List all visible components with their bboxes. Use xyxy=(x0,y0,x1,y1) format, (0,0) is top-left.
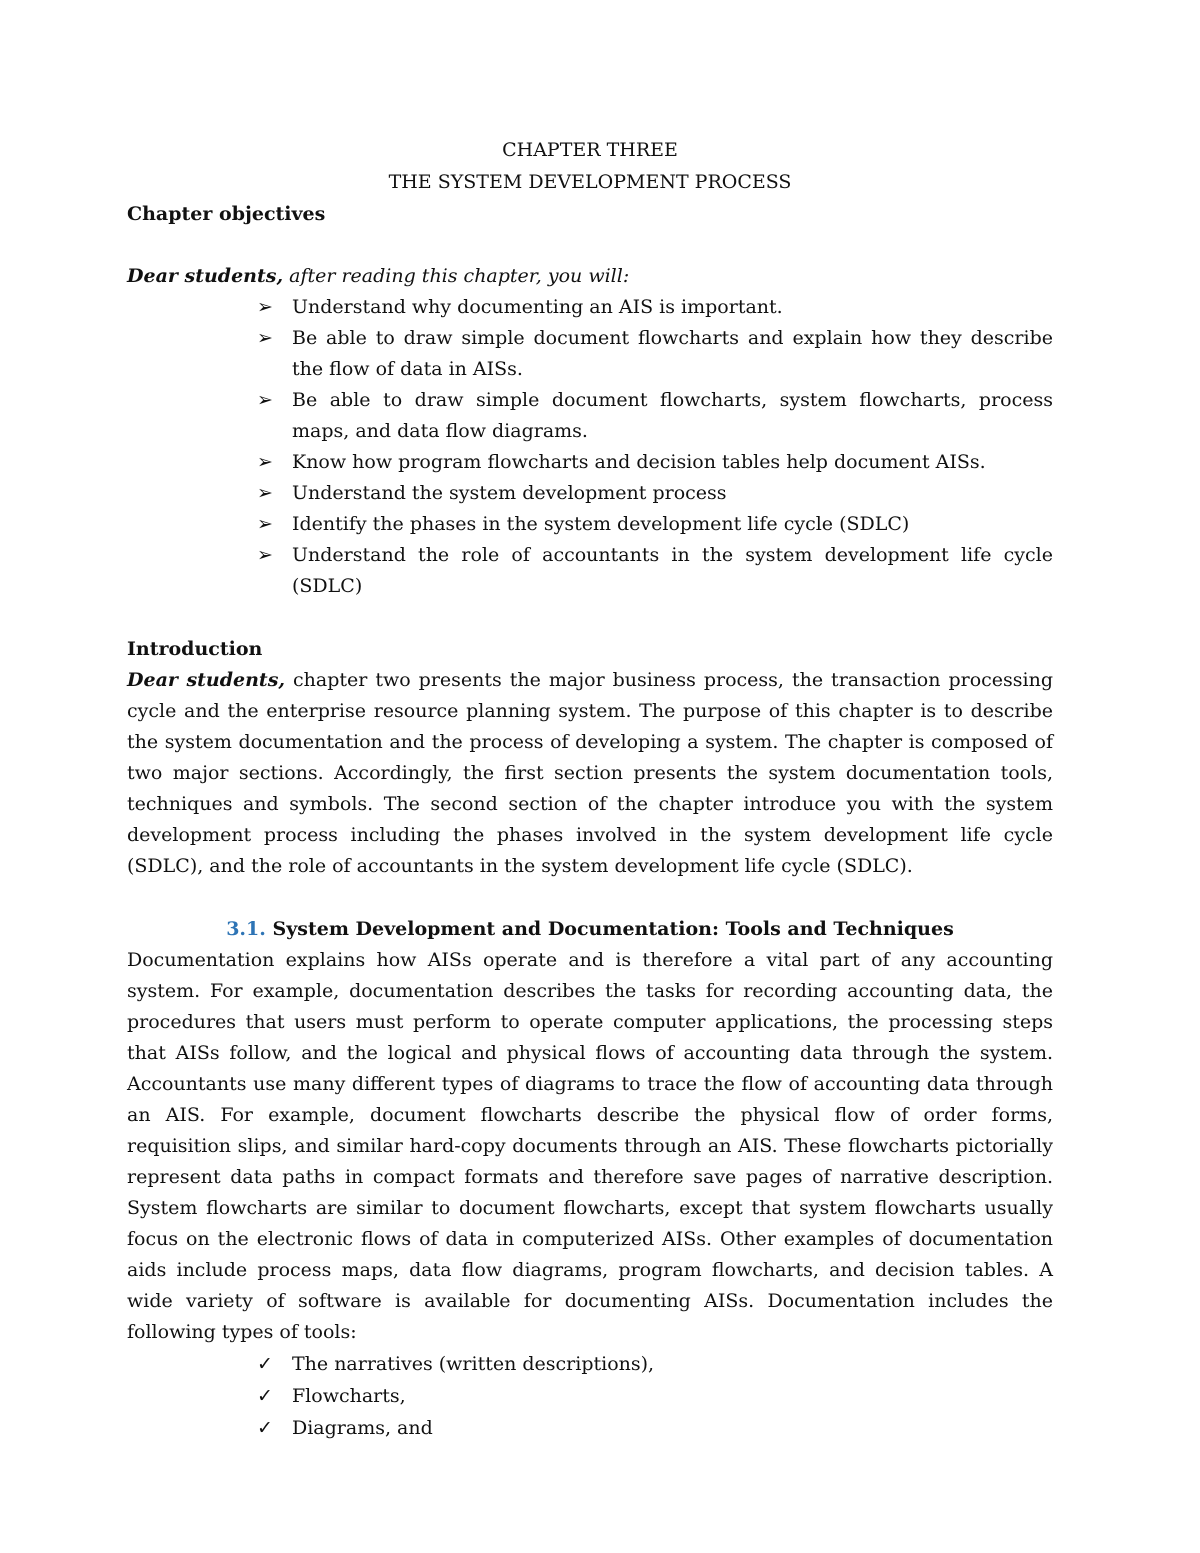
arrowhead-bullet-icon: ➢ xyxy=(257,451,273,473)
checkmark-bullet-icon: ✓ xyxy=(257,1385,273,1407)
tool-item xyxy=(257,1348,1053,1380)
spacer xyxy=(127,602,1053,633)
tool-item xyxy=(257,1412,1053,1444)
arrowhead-bullet-icon: ➢ xyxy=(257,327,273,349)
objective-item xyxy=(257,292,1053,323)
objective-text: Understand why documenting an AIS is important. xyxy=(292,296,783,318)
objective-item xyxy=(257,509,1053,540)
objective-text: Identify the phases in the system development life cycle (SDLC) xyxy=(292,513,910,535)
section-paragraph: Documentation explains how AISs operate and is therefore a vital part of any accounting system. For example, documentation describes the tasks for recording accounting data, the procedures that users must perform to operate computer applications, the processing steps that AISs follow, and the logical and physical flows of accounting data through the system. Accountants use many different types of diagrams to trace the flow of accounting data through an AIS. For example, document flowcharts describe the physical flow of order forms, requisition slips, and similar hard-copy documents through an AIS. These flowcharts pictorially represent data paths in compact formats and therefore save pages of narrative description. System flowcharts are similar to document flowcharts, except that system flowcharts usually focus on the electronic flows of data in computerized AISs. Other examples of documentation aids include process maps, data flow diagrams, program flowcharts, and decision tables. A wide variety of software is available for documenting AISs. Documentation includes the following types of tools: xyxy=(127,949,1053,1343)
introduction-body: chapter two presents the major business process, the transaction processing cycle and the enterprise resource planning system. The purpose of this chapter is to describe the system documentation and the process of developing a system. The chapter is composed of two major sections. Accordingly, the first section presents the system documentation tools, techniques and symbols. The second section of the chapter introduce you with the system development process including the phases involved in the system development life cycle (SDLC), and the role of accountants in the system development life cycle (SDLC). xyxy=(127,669,1053,877)
section-number: 3.1. xyxy=(226,918,266,940)
objective-text: Be able to draw simple document flowcharts, system flowcharts, process maps, and data flow diagrams. xyxy=(292,389,1053,442)
objective-text: Understand the role of accountants in the system development life cycle (SDLC) xyxy=(292,544,1053,597)
chapter-number: CHAPTER THREE xyxy=(502,139,678,161)
introduction-lead-bold: Dear students, xyxy=(127,669,286,691)
section-title: System Development and Documentation: Tools and Techniques xyxy=(272,918,954,940)
page-content xyxy=(127,134,1053,1444)
objective-text: Know how program flowcharts and decision tables help document AISs. xyxy=(292,451,986,473)
checkmark-bullet-icon: ✓ xyxy=(257,1417,273,1439)
arrowhead-bullet-icon: ➢ xyxy=(257,513,273,535)
objective-item xyxy=(257,323,1053,385)
tool-item xyxy=(257,1380,1053,1412)
arrowhead-bullet-icon: ➢ xyxy=(257,544,273,566)
objective-item xyxy=(257,478,1053,509)
objective-text: Understand the system development process xyxy=(292,482,727,504)
objectives-heading: Chapter objectives xyxy=(127,203,326,225)
objectives-lead-bold: Dear students, xyxy=(127,265,284,287)
objectives-list xyxy=(127,292,1053,602)
introduction-paragraph xyxy=(127,665,1053,882)
objectives-lead xyxy=(127,261,1053,292)
objective-text: Be able to draw simple document flowcharts and explain how they describe the flow of data in AISs. xyxy=(292,327,1053,380)
tools-list xyxy=(127,1348,1053,1444)
spacer xyxy=(127,230,1053,261)
chapter-title: THE SYSTEM DEVELOPMENT PROCESS xyxy=(388,171,792,193)
spacer xyxy=(127,882,1053,913)
arrowhead-bullet-icon: ➢ xyxy=(257,389,273,411)
objective-item xyxy=(257,447,1053,478)
tool-text: Flowcharts, xyxy=(292,1385,406,1407)
checkmark-bullet-icon: ✓ xyxy=(257,1353,273,1375)
objective-item xyxy=(257,540,1053,602)
section-heading-3-1 xyxy=(127,913,1053,945)
arrowhead-bullet-icon: ➢ xyxy=(257,482,273,504)
objectives-lead-italic: after reading this chapter, you will: xyxy=(283,265,630,287)
tool-text: The narratives (written descriptions), xyxy=(292,1353,655,1375)
introduction-heading: Introduction xyxy=(127,638,263,660)
objective-item xyxy=(257,385,1053,447)
arrowhead-bullet-icon: ➢ xyxy=(257,296,273,318)
tool-text: Diagrams, and xyxy=(292,1417,433,1439)
